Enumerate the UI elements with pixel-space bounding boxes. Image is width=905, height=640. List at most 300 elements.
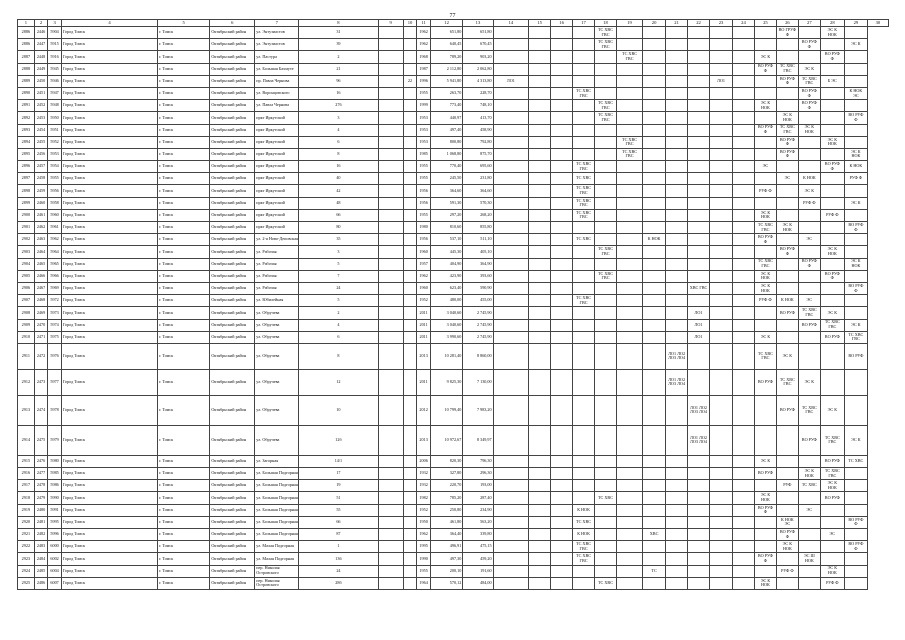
cell-id: 2907: [18, 295, 35, 307]
cell-c17: [551, 480, 573, 492]
cell-c17: [551, 565, 573, 577]
cell-c27: [776, 331, 798, 343]
cell-c25: [733, 161, 755, 173]
cell-n: 2452: [34, 100, 48, 112]
cell-c19: [595, 282, 617, 294]
cell-street: ул. Малая Подгорная: [255, 541, 299, 553]
cell-year: 2011: [417, 319, 431, 331]
cell-c30: [844, 124, 867, 136]
cell-v14: 458,90: [463, 124, 493, 136]
cell-c24: [710, 369, 733, 395]
cell-c29: [820, 343, 844, 369]
cell-c23: [688, 480, 710, 492]
cell-c28: [798, 51, 820, 63]
cell-c25: [733, 63, 755, 75]
cell-c23: [688, 185, 710, 197]
cell-street: пркт Иркутский: [255, 197, 299, 209]
table-row: [18, 27, 889, 39]
cell-c22: [666, 282, 688, 294]
cell-c26: ЭС К НОК: [754, 100, 776, 112]
cell-c27: [776, 282, 798, 294]
cell-c18: ТС ХВС ГВС: [573, 553, 595, 565]
cell-c27: РУФ Ф: [776, 565, 798, 577]
cell-c21: [643, 39, 666, 51]
cell-c15: [493, 307, 529, 319]
cell-c30: [844, 209, 867, 221]
cell-c26: [754, 87, 776, 99]
cell-c23: [688, 270, 710, 282]
cell-reg: 5904: [48, 27, 62, 39]
cell-c22: [666, 124, 688, 136]
cell-street: ул. Большая Подгорная: [255, 529, 299, 541]
cell-c27: [776, 209, 798, 221]
cell-id: 2886: [18, 27, 35, 39]
cell-c25: [733, 209, 755, 221]
cell-c19: ТС ХВС ГВС: [595, 100, 617, 112]
cell-city: Город Томск: [61, 246, 157, 258]
cell-reg: 5956: [48, 185, 62, 197]
cell-c21: [643, 369, 666, 395]
cell-c20: [616, 541, 642, 553]
cell-c10: [378, 209, 403, 221]
cell-c11: [403, 577, 417, 589]
cell-n: 2454: [34, 124, 48, 136]
cell-reg: 5991: [48, 504, 62, 516]
cell-house: 14/1: [299, 455, 378, 467]
cell-c17: [551, 75, 573, 87]
cell-c24: [710, 39, 733, 51]
cell-c10: [378, 75, 403, 87]
cell-c27: РУФ: [776, 480, 798, 492]
cell-c10: [378, 492, 403, 504]
cell-c21: [643, 63, 666, 75]
cell-n: 2484: [34, 553, 48, 565]
cell-c26: ВО РУФ Ф: [754, 504, 776, 516]
cell-c22: [666, 246, 688, 258]
table-row: [18, 185, 889, 197]
cell-c27: [776, 39, 798, 51]
cell-n: 2479: [34, 492, 48, 504]
cell-c29: [820, 112, 844, 124]
cell-c15: [493, 455, 529, 467]
cell-c24: [710, 173, 733, 185]
cell-c25: [733, 222, 755, 234]
cell-c29: РУФ Ф: [820, 209, 844, 221]
cell-c21: [643, 87, 666, 99]
cell-c28: [798, 331, 820, 343]
cell-dist: Октябрьский район: [210, 124, 255, 136]
cell-c18: [573, 369, 595, 395]
cell-c18: [573, 343, 595, 369]
cell-c16: [529, 282, 551, 294]
cell-c27: ВО ГРУФ Ф: [776, 27, 798, 39]
cell-c27: [776, 468, 798, 480]
cell-c30: ЭС К НОК: [844, 148, 867, 160]
cell-house: 3: [299, 246, 378, 258]
cell-c27: [776, 87, 798, 99]
cell-n: 2457: [34, 161, 48, 173]
cell-c24: [710, 468, 733, 480]
cell-c19: ТС ХВС ГВС: [595, 112, 617, 124]
cell-c23: [688, 173, 710, 185]
cell-c23: ЛО1: [688, 319, 710, 331]
cell-house: 42: [299, 185, 378, 197]
cell-v14: 234,90: [463, 504, 493, 516]
cell-v13: 10 281,40: [430, 343, 462, 369]
cell-c28: ЭС К: [798, 369, 820, 395]
cell-c23: ЛО1: [688, 307, 710, 319]
cell-c20: [616, 395, 642, 425]
cell-street: пер. Николая Островского: [255, 565, 299, 577]
cell-c26: [754, 173, 776, 185]
cell-c23: [688, 209, 710, 221]
cell-c22: [666, 63, 688, 75]
cell-city: Город Томск: [61, 270, 157, 282]
cell-loc: г. Томск: [158, 124, 210, 136]
cell-c24: [710, 541, 733, 553]
cell-c11: [403, 307, 417, 319]
cell-c15: [493, 100, 529, 112]
cell-c28: ТС ХВС ГВС: [798, 395, 820, 425]
cell-c26: [754, 39, 776, 51]
cell-c15: [493, 209, 529, 221]
cell-v14: 484,00: [463, 577, 493, 589]
cell-c23: [688, 112, 710, 124]
cell-city: Город Томск: [61, 87, 157, 99]
cell-c25: [733, 148, 755, 160]
cell-c15: [493, 246, 529, 258]
cell-id: 2892: [18, 112, 35, 124]
cell-c21: [643, 209, 666, 221]
cell-v14: 364,90: [463, 258, 493, 270]
cell-street: ул. Пастура: [255, 51, 299, 63]
cell-c29: [820, 516, 844, 528]
cell-id: 2902: [18, 234, 35, 246]
cell-c29: РУФ Ф: [820, 577, 844, 589]
cell-year: 1999: [417, 100, 431, 112]
cell-v13: 364,60: [430, 185, 462, 197]
cell-c26: [754, 112, 776, 124]
column-header: 7: [255, 20, 299, 27]
cell-c24: [710, 565, 733, 577]
cell-c20: [616, 504, 642, 516]
cell-c20: [616, 63, 642, 75]
cell-c11: [403, 395, 417, 425]
cell-c30: РУФ Ф: [844, 173, 867, 185]
cell-loc: г. Томск: [158, 492, 210, 504]
cell-c10: [378, 516, 403, 528]
cell-c26: [754, 529, 776, 541]
column-header: 1: [18, 20, 35, 27]
cell-c15: [493, 234, 529, 246]
cell-c29: ВО РУФ: [820, 331, 844, 343]
cell-c17: [551, 425, 573, 455]
cell-house: 6: [299, 136, 378, 148]
cell-c20: [616, 100, 642, 112]
cell-c25: [733, 369, 755, 395]
cell-dist: Октябрьский район: [210, 282, 255, 294]
cell-c11: [403, 455, 417, 467]
column-header: 18: [595, 20, 617, 27]
column-header: 29: [844, 20, 867, 27]
cell-v13: 10 972,67: [430, 425, 462, 455]
cell-year: 1995: [417, 541, 431, 553]
table-row: [18, 577, 889, 589]
cell-c25: [733, 492, 755, 504]
cell-street: пркт Иркутский: [255, 136, 299, 148]
cell-c28: ЭС: [798, 234, 820, 246]
cell-c18: [573, 282, 595, 294]
cell-c21: [643, 425, 666, 455]
cell-city: Город Томск: [61, 282, 157, 294]
cell-c24: [710, 124, 733, 136]
cell-c29: ЭС К НОК: [820, 480, 844, 492]
cell-c26: ТС ХВС ГВС: [754, 222, 776, 234]
cell-c27: К НОК ЭС: [776, 516, 798, 528]
cell-year: 1962: [417, 270, 431, 282]
cell-c17: [551, 209, 573, 221]
cell-street: ул. 2-я Ново-Деповская: [255, 234, 299, 246]
cell-id: 2911: [18, 343, 35, 369]
cell-c30: [844, 75, 867, 87]
cell-c20: [616, 319, 642, 331]
cell-c19: ТС ХВС ГВС: [595, 39, 617, 51]
cell-c10: [378, 270, 403, 282]
cell-loc: г. Томск: [158, 468, 210, 480]
cell-c24: [710, 185, 733, 197]
cell-c17: [551, 87, 573, 99]
cell-house: 12б: [299, 425, 378, 455]
cell-loc: г. Томск: [158, 209, 210, 221]
cell-c22: [666, 516, 688, 528]
cell-c25: [733, 246, 755, 258]
table-row: [18, 234, 889, 246]
cell-c23: [688, 63, 710, 75]
cell-c23: ЛО1 ЛО2 ЛО3 ЛО4: [688, 395, 710, 425]
cell-c24: [710, 51, 733, 63]
cell-dist: Октябрьский район: [210, 369, 255, 395]
cell-c19: [595, 234, 617, 246]
cell-c10: [378, 197, 403, 209]
cell-c26: [754, 565, 776, 577]
cell-house: 87: [299, 529, 378, 541]
cell-c24: [710, 282, 733, 294]
cell-c30: [844, 136, 867, 148]
cell-reg: 5946: [48, 75, 62, 87]
cell-c17: [551, 504, 573, 516]
cell-c27: ВО РУФ Ф: [776, 75, 798, 87]
cell-c18: ТС ХВС ГВС: [573, 161, 595, 173]
cell-c11: [403, 331, 417, 343]
cell-c21: [643, 468, 666, 480]
cell-id: 2904: [18, 258, 35, 270]
cell-v14: 8 349,97: [463, 425, 493, 455]
cell-c29: ЭС К: [820, 307, 844, 319]
cell-c16: [529, 319, 551, 331]
cell-c29: ТС ХВС ГВС: [820, 425, 844, 455]
cell-c16: [529, 209, 551, 221]
cell-year: 1953: [417, 112, 431, 124]
cell-c27: [776, 100, 798, 112]
cell-c20: [616, 369, 642, 395]
table-row: [18, 455, 889, 467]
cell-n: 2483: [34, 541, 48, 553]
cell-c22: [666, 258, 688, 270]
cell-c15: [493, 331, 529, 343]
cell-c10: [378, 148, 403, 160]
cell-c20: [616, 185, 642, 197]
cell-c29: [820, 87, 844, 99]
cell-city: Город Томск: [61, 258, 157, 270]
cell-city: Город Томск: [61, 39, 157, 51]
cell-c18: [573, 39, 595, 51]
cell-c16: [529, 136, 551, 148]
cell-c21: [643, 331, 666, 343]
cell-v14: 455,00: [463, 295, 493, 307]
cell-c23: [688, 258, 710, 270]
cell-v14: 393,60: [463, 270, 493, 282]
table-row: [18, 246, 889, 258]
cell-c15: [493, 270, 529, 282]
table-row: [18, 480, 889, 492]
cell-c10: [378, 112, 403, 124]
cell-reg: 6000: [48, 541, 62, 553]
cell-c18: [573, 492, 595, 504]
cell-c26: ВО РУФ Ф: [754, 124, 776, 136]
cell-c26: ЭС: [754, 161, 776, 173]
cell-c29: [820, 100, 844, 112]
cell-c19: [595, 425, 617, 455]
cell-id: 2900: [18, 209, 35, 221]
cell-c10: [378, 395, 403, 425]
cell-id: 2888: [18, 63, 35, 75]
cell-house: 66: [299, 209, 378, 221]
cell-dist: Октябрьский район: [210, 541, 255, 553]
cell-v13: 651,80: [430, 27, 462, 39]
table-row: [18, 492, 889, 504]
cell-year: 1955: [417, 565, 431, 577]
cell-c26: ЭС К НОК: [754, 282, 776, 294]
cell-c11: [403, 63, 417, 75]
cell-c17: [551, 270, 573, 282]
cell-v13: 461,80: [430, 516, 462, 528]
cell-reg: 6002: [48, 553, 62, 565]
cell-c25: [733, 51, 755, 63]
cell-c18: [573, 112, 595, 124]
cell-c11: [403, 100, 417, 112]
cell-c30: ЭС К: [844, 319, 867, 331]
cell-c16: [529, 148, 551, 160]
cell-c22: [666, 112, 688, 124]
cell-c21: [643, 504, 666, 516]
cell-c17: [551, 295, 573, 307]
cell-c24: [710, 234, 733, 246]
cell-c28: [798, 492, 820, 504]
cell-id: 2917: [18, 480, 35, 492]
cell-c20: [616, 455, 642, 467]
cell-id: 2922: [18, 541, 35, 553]
cell-city: Город Томск: [61, 222, 157, 234]
column-header: 3: [48, 20, 62, 27]
cell-v13: 820,30: [430, 455, 462, 467]
cell-c20: [616, 87, 642, 99]
cell-c28: [798, 343, 820, 369]
cell-c17: [551, 529, 573, 541]
table-row: [18, 319, 889, 331]
cell-c18: [573, 100, 595, 112]
cell-year: 2011: [417, 369, 431, 395]
cell-c19: [595, 516, 617, 528]
cell-c25: [733, 455, 755, 467]
cell-dist: Октябрьский район: [210, 492, 255, 504]
cell-c18: [573, 270, 595, 282]
cell-c23: [688, 516, 710, 528]
cell-id: 2918: [18, 492, 35, 504]
cell-n: 2473: [34, 369, 48, 395]
cell-c21: [643, 516, 666, 528]
cell-c16: [529, 100, 551, 112]
cell-v13: 9 825,30: [430, 369, 462, 395]
cell-house: 21: [299, 63, 378, 75]
cell-house: 51: [299, 492, 378, 504]
cell-loc: г. Томск: [158, 51, 210, 63]
cell-v13: 263,70: [430, 87, 462, 99]
cell-c23: [688, 124, 710, 136]
cell-c11: [403, 425, 417, 455]
cell-c23: [688, 27, 710, 39]
cell-c20: [616, 27, 642, 39]
cell-c11: [403, 185, 417, 197]
cell-dist: Октябрьский район: [210, 319, 255, 331]
cell-loc: г. Томск: [158, 161, 210, 173]
cell-v13: 3 040,60: [430, 319, 462, 331]
cell-c16: [529, 553, 551, 565]
cell-street: ул. Рабочая: [255, 282, 299, 294]
cell-c29: ЭС К НОК: [820, 27, 844, 39]
column-header: 20: [643, 20, 666, 27]
cell-street: ул. Обручева: [255, 343, 299, 369]
cell-v13: 810,60: [430, 222, 462, 234]
cell-reg: 5960: [48, 209, 62, 221]
cell-c22: [666, 197, 688, 209]
cell-c26: ВО РУФ: [754, 468, 776, 480]
table-row: [18, 270, 889, 282]
cell-c20: [616, 112, 642, 124]
cell-c16: [529, 197, 551, 209]
cell-c17: [551, 197, 573, 209]
cell-year: 1968: [417, 51, 431, 63]
cell-c30: [844, 565, 867, 577]
cell-c29: [820, 173, 844, 185]
cell-c11: [403, 492, 417, 504]
cell-city: Город Томск: [61, 307, 157, 319]
cell-c30: К НОК ЭС: [844, 87, 867, 99]
cell-c17: [551, 173, 573, 185]
cell-street: ул. Энтузиастов: [255, 39, 299, 51]
cell-c26: ВО РУФ: [754, 369, 776, 395]
cell-c24: [710, 529, 733, 541]
cell-c30: ВО РУФ Ф: [844, 222, 867, 234]
cell-c15: [493, 197, 529, 209]
cell-c28: ВО РУФ: [798, 425, 820, 455]
cell-street: ул. Рабочая: [255, 258, 299, 270]
cell-c21: [643, 136, 666, 148]
cell-reg: 5947: [48, 87, 62, 99]
cell-reg: 5964: [48, 246, 62, 258]
cell-id: 2914: [18, 425, 35, 455]
cell-c19: [595, 185, 617, 197]
table-row: [18, 124, 889, 136]
